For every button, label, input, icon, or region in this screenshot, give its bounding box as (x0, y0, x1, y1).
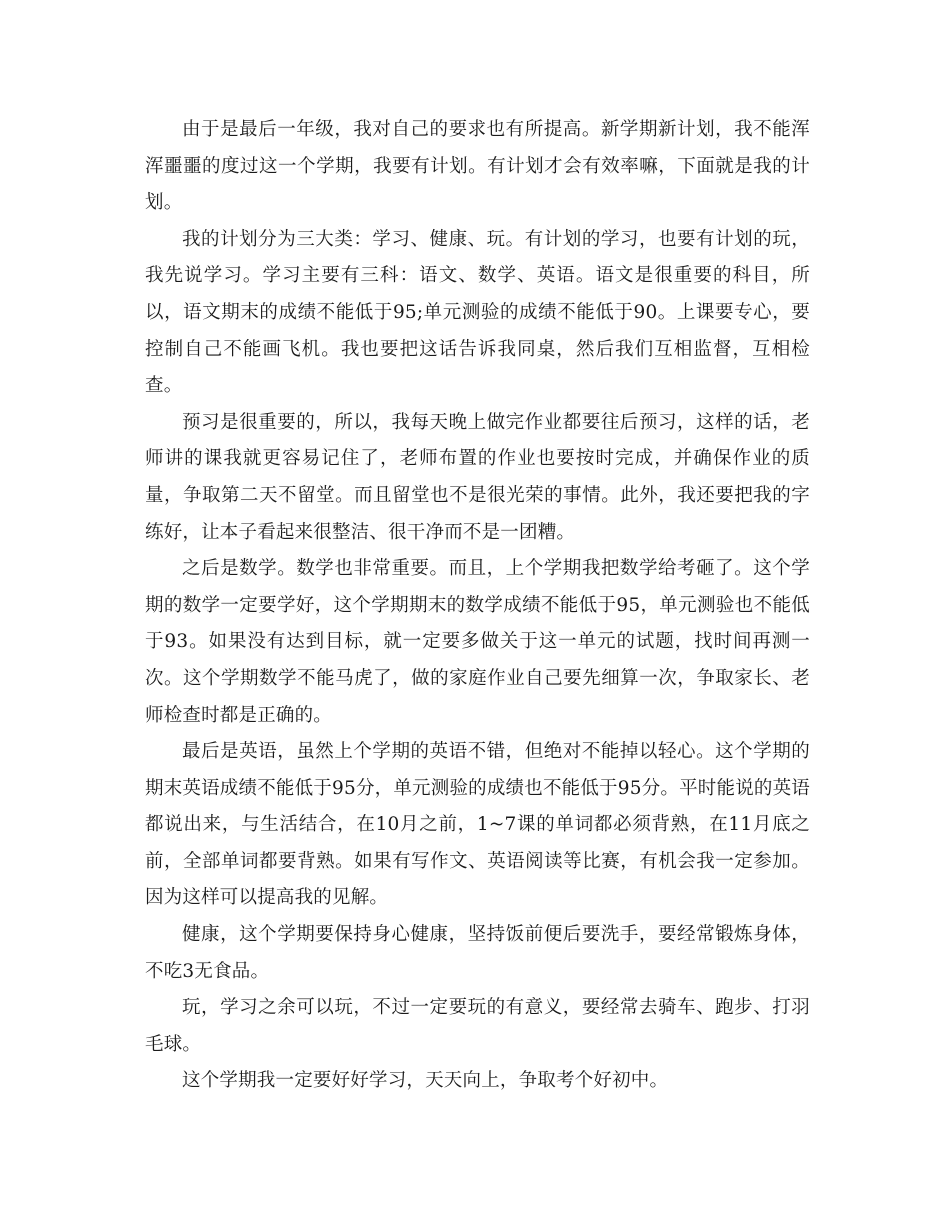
paragraph-english: 最后是英语，虽然上个学期的英语不错，但绝对不能掉以轻心。这个学期的期末英语成绩不能低于95分，单元测验的成绩也不能低于95分。平时能说的英语都说出来，与生活结合，在10月之前，1~7课的单词都必须背熟，在11月底之前，全部单词都要背熟。如果有写作文、英语阅读等比赛，有机会我一定参加。因为这样可以提高我的见解。 (145, 741, 810, 909)
paragraph-preview-study: 预习是很重要的，所以，我每天晚上做完作业都要往后预习，这样的话，老师讲的课我就更容易记住了，老师布置的作业也要按时完成，并确保作业的质量，争取第二天不留堂。而且留堂也不是很光荣的事情。此外，我还要把我的字练好，让本子看起来很整洁、很干净而不是一团糟。 (145, 411, 810, 543)
paragraph-health: 健康，这个学期要保持身心健康，坚持饭前便后要洗手，要经常锻炼身体，不吃3无食品。 (145, 924, 810, 982)
paragraph-play: 玩，学习之余可以玩，不过一定要玩的有意义，要经常去骑车、跑步、打羽毛球。 (145, 997, 810, 1055)
paragraph-plan-overview: 我的计划分为三大类：学习、健康、玩。有计划的学习，也要有计划的玩，我先说学习。学习主要有三科：语文、数学、英语。语文是很重要的科目，所以，语文期末的成绩不能低于95;单元测验的成绩不能低于90。上课要专心，要控制自己不能画飞机。我也要把这话告诉我同桌，然后我们互相监督，互相检查。 (145, 228, 810, 397)
document-body (145, 112, 810, 1100)
paragraph-math: 之后是数学。数学也非常重要。而且，上个学期我把数学给考砸了。这个学期的数学一定要学好，这个学期期末的数学成绩不能低于95，单元测验也不能低于93。如果没有达到目标，就一定要多做关于这一单元的试题，找时间再测一次。这个学期数学不能马虎了，做的家庭作业自己要先细算一次，争取家长、老师检查时都是正确的。 (145, 558, 810, 726)
paragraph-conclusion: 这个学期我一定要好好学习，天天向上，争取考个好初中。 (182, 1070, 669, 1092)
paragraph-intro: 由于是最后一年级，我对自己的要求也有所提高。新学期新计划，我不能浑浑噩噩的度过这一个学期，我要有计划。有计划才会有效率嘛，下面就是我的计划。 (145, 119, 810, 214)
